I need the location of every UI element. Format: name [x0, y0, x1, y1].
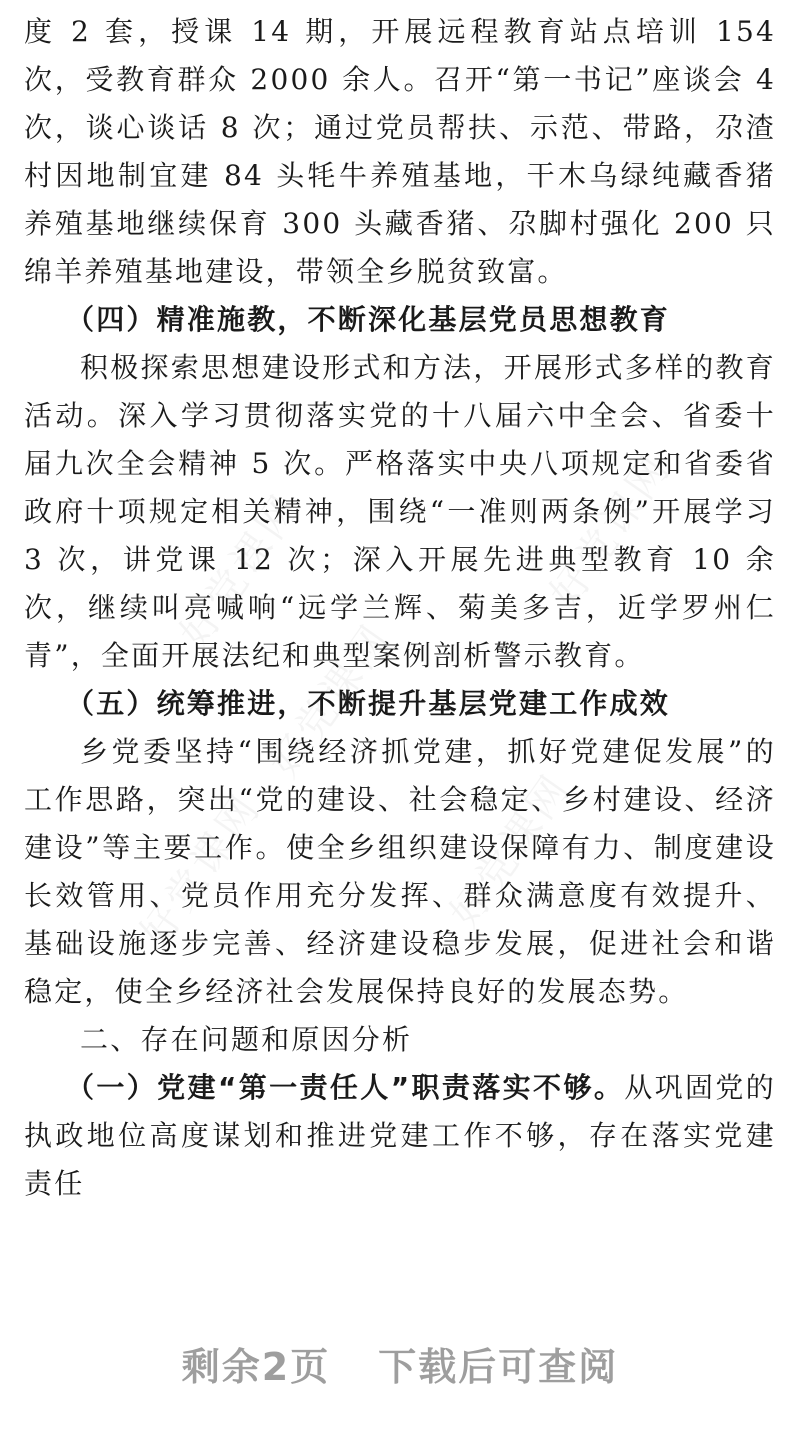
paragraph-continuation: 度 2 套，授课 14 期，开展远程教育站点培训 154 次，受教育群众 2000 余人。召开“第一书记”座谈会 4 次，谈心谈话 8 次；通过党员帮扶、示范、带路，尕渣村因地制宜建 84 头牦牛养殖基地，干木乌绿纯藏香猪养殖基地继续保育 300 头藏香猪、尕脚村强化 200 只绵羊养殖基地建设，带领全乡脱贫致富。: [24, 15, 776, 288]
section-title-2: 二、存在问题和原因分析: [80, 1023, 413, 1056]
paragraph-section-4: 积极探索思想建设形式和方法，开展形式多样的教育活动。深入学习贯彻落实党的十八届六中全会、省委十届九次全会精神 5 次。严格落实中央八项规定和省委省政府十项规定相关精神，围绕“一准则两条例”开展学习 3 次，讲党课 12 次；深入开展先进典型教育 10 余次，继续叫亮喊响“远学兰辉、菊美多吉，近学罗州仁青”，全面开展法纪和典型案例剖析警示教育。: [24, 351, 776, 672]
watermark-text: 好党课网: [171, 485, 311, 656]
section-heading-5: （五）统筹推进，不断提升基层党建工作成效: [66, 687, 671, 720]
watermark-text: 好党课网: [541, 445, 681, 616]
document-page: [24, 8, 776, 1208]
section-heading-4: （四）精准施教，不断深化基层党员思想教育: [66, 303, 671, 336]
download-prompt-banner[interactable]: [0, 1336, 800, 1391]
paragraph-section-5: 乡党委坚持“围绕经济抓党建，抓好党建促发展”的工作思路，突出“党的建设、社会稳定、乡村建设、经济建设”等主要工作。使全乡组织建设保障有力、制度建设长效管用、党员作用充分发挥、群众满意度有效提升、基础设施逐步完善、经济建设稳步发展，促进社会和谐稳定，使全乡经济社会发展保持良好的发展态势。: [24, 735, 776, 1008]
watermark-text: 好党课网: [441, 765, 581, 936]
watermark-text: 好党课网: [261, 615, 401, 786]
subsection-1-lead: （一）党建“第一责任人”职责落实不够。: [66, 1071, 625, 1104]
paragraph-subsection-1: [24, 1064, 776, 1208]
subsection-1-text: 从巩固党的执政地位高度谋划和推进党建工作不够，存在落实党建责任: [24, 1071, 776, 1200]
watermark-text: 好党课网: [131, 785, 271, 956]
remaining-pages-label: 剩余2页: [181, 1345, 331, 1389]
download-to-view-label: 下载后可查阅: [378, 1345, 619, 1389]
